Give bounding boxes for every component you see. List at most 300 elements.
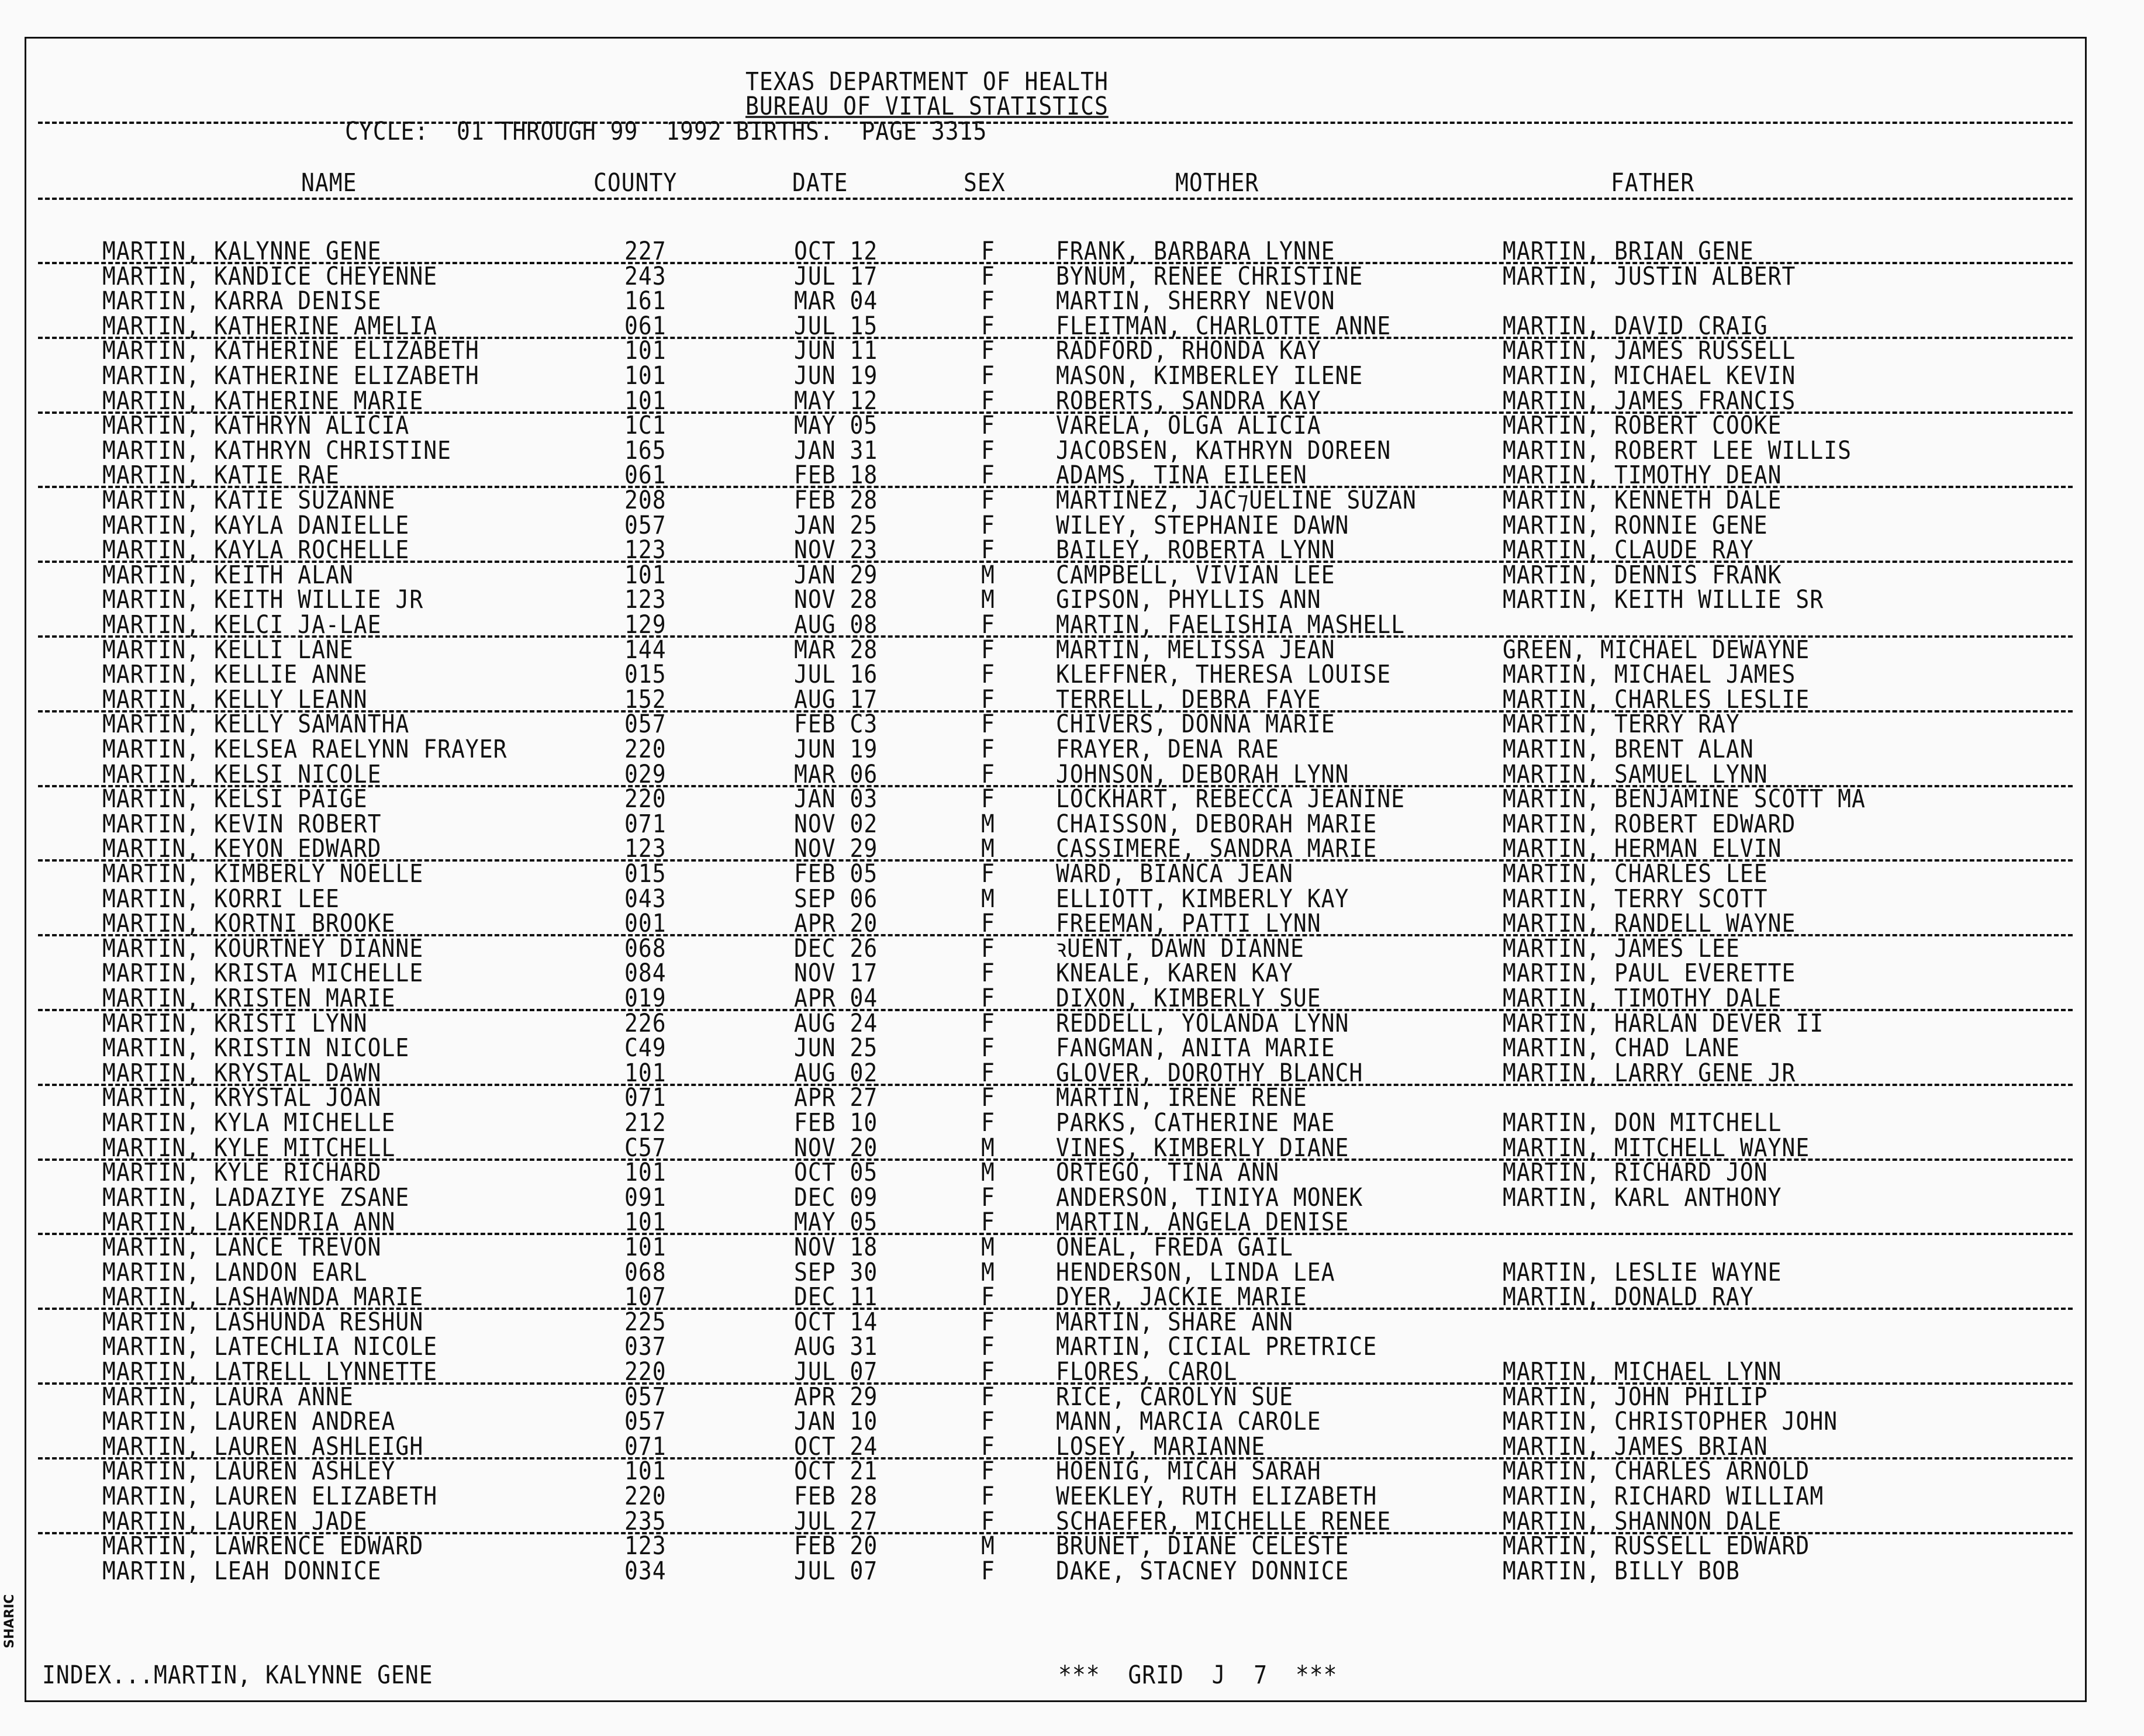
cell-date: FEB 28 — [794, 1481, 878, 1511]
cell-sex: F — [981, 1008, 995, 1038]
cell-name: MARTIN, LANCE TREVON — [102, 1232, 382, 1262]
cell-date: NOV 29 — [794, 834, 878, 863]
cell-mother: REDDELL, YOLANDA LYNN — [1056, 1008, 1349, 1038]
cell-name: MARTIN, KRISTIN NICOLE — [102, 1033, 410, 1063]
cell-mother: FRAYER, DENA RAE — [1056, 734, 1280, 764]
cell-mother: MARTIN, SHERRY NEVON — [1056, 286, 1335, 316]
cell-date: JAN 03 — [794, 784, 878, 814]
cell-father: MARTIN, CLAUDE RAY — [1503, 535, 1754, 565]
cell-father: MARTIN, BRIAN GENE — [1503, 236, 1754, 266]
cell-sex: F — [981, 311, 995, 341]
cell-sex: M — [981, 884, 995, 913]
cell-father: MARTIN, DENNIS FRANK — [1503, 560, 1782, 590]
cell-name: MARTIN, KANDICE CHEYENNE — [102, 261, 438, 291]
cell-sex: F — [981, 1108, 995, 1137]
cell-county: 208 — [624, 485, 667, 515]
cell-date: MAR 04 — [794, 286, 878, 316]
cell-name: MARTIN, KATHRYN ALICIA — [102, 411, 410, 440]
cell-name: MARTIN, LAUREN ASHLEIGH — [102, 1431, 424, 1461]
cell-sex: M — [981, 1133, 995, 1162]
cell-name: MARTIN, KELLI LANE — [102, 635, 354, 664]
cell-name: MARTIN, KRISTI LYNN — [102, 1008, 368, 1038]
cell-father: MARTIN, MICHAEL KEVIN — [1503, 361, 1796, 390]
cell-name: MARTIN, KEVIN ROBERT — [102, 809, 382, 839]
cell-mother: MARTIN, IRENE RENE — [1056, 1083, 1307, 1112]
cell-sex: F — [981, 909, 995, 938]
cell-sex: M — [981, 1257, 995, 1287]
cell-date: JUN 19 — [794, 361, 878, 390]
cell-sex: F — [981, 535, 995, 565]
cell-name: MARTIN, LATECHLIA NICOLE — [102, 1332, 438, 1361]
cell-date: FEB 05 — [794, 859, 878, 888]
cell-date: JUN 11 — [794, 336, 878, 365]
cell-father: MARTIN, LARRY GENE JR — [1503, 1058, 1796, 1088]
cell-father: MARTIN, BENJAMINE SCOTT MA — [1503, 784, 1866, 814]
cell-name: MARTIN, KATHERINE ELIZABETH — [102, 336, 479, 365]
cell-date: FEB 20 — [794, 1531, 878, 1561]
cell-name: MARTIN, KORTNI BROOKE — [102, 909, 396, 938]
cell-father: MARTIN, TIMOTHY DALE — [1503, 983, 1782, 1013]
cell-name: MARTIN, KELSEA RAELYNN FRAYER — [102, 734, 507, 764]
cell-sex: F — [981, 1083, 995, 1112]
cell-date: JAN 10 — [794, 1407, 878, 1436]
cell-county: 043 — [624, 884, 667, 913]
cell-sex: F — [981, 386, 995, 415]
cell-mother: ELLIOTT, KIMBERLY KAY — [1056, 884, 1349, 913]
cell-name: MARTIN, KELSI PAIGE — [102, 784, 368, 814]
cell-date: OCT 14 — [794, 1307, 878, 1337]
cell-county: C57 — [624, 1133, 667, 1162]
cell-date: JUL 27 — [794, 1506, 878, 1536]
cell-county: 057 — [624, 710, 667, 739]
cell-sex: F — [981, 510, 995, 540]
cell-mother: GIPSON, PHYLLIS ANN — [1056, 585, 1321, 614]
cell-date: AUG 02 — [794, 1058, 878, 1088]
cell-name: MARTIN, KORRI LEE — [102, 884, 340, 913]
cell-date: DEC 11 — [794, 1282, 878, 1312]
cell-mother: TERRELL, DEBRA FAYE — [1056, 684, 1321, 714]
cell-mother: CHIVERS, DONNA MARIE — [1056, 710, 1335, 739]
cell-county: 061 — [624, 311, 667, 341]
cell-father: MARTIN, SHANNON DALE — [1503, 1506, 1782, 1536]
cell-name: MARTIN, KAYLA ROCHELLE — [102, 535, 410, 565]
cell-county: C49 — [624, 1033, 667, 1063]
cell-name: MARTIN, LAUREN ASHLEY — [102, 1457, 396, 1486]
cell-mother: LOSEY, MARIANNE — [1056, 1431, 1266, 1461]
cell-sex: F — [981, 261, 995, 291]
cell-sex: M — [981, 560, 995, 590]
cell-sex: M — [981, 834, 995, 863]
cell-father: MARTIN, CHARLES LEE — [1503, 859, 1768, 888]
cell-date: FEB 28 — [794, 485, 878, 515]
cell-name: MARTIN, KALYNNE GENE — [102, 236, 382, 266]
cell-county: 019 — [624, 983, 667, 1013]
cell-mother: FLORES, CAROL — [1056, 1357, 1238, 1386]
cell-date: AUG 17 — [794, 684, 878, 714]
cell-sex: F — [981, 1457, 995, 1486]
cell-father: MARTIN, KEITH WILLIE SR — [1503, 585, 1824, 614]
cell-mother: CAMPBELL, VIVIAN LEE — [1056, 560, 1335, 590]
cell-sex: F — [981, 1033, 995, 1063]
cell-date: NOV 18 — [794, 1232, 878, 1262]
cell-county: 212 — [624, 1108, 667, 1137]
cell-mother: VINES, KIMBERLY DIANE — [1056, 1133, 1349, 1162]
cell-county: 061 — [624, 461, 667, 490]
cell-county: 101 — [624, 336, 667, 365]
cell-mother: MARTIN, CICIAL PRETRICE — [1056, 1332, 1377, 1361]
cell-father: MARTIN, ROBERT EDWARD — [1503, 809, 1796, 839]
cell-name: MARTIN, LASHAWNDA MARIE — [102, 1282, 424, 1312]
cell-sex: M — [981, 585, 995, 614]
cell-date: MAY 05 — [794, 411, 878, 440]
cell-mother: MASON, KIMBERLEY ILENE — [1056, 361, 1363, 390]
cell-name: MARTIN, KATHRYN CHRISTINE — [102, 435, 451, 465]
cell-mother: DAKE, STACNEY DONNICE — [1056, 1556, 1349, 1586]
cell-date: MAR 28 — [794, 635, 878, 664]
cell-date: SEP 30 — [794, 1257, 878, 1287]
cell-date: APR 20 — [794, 909, 878, 938]
cell-name: MARTIN, KRISTEN MARIE — [102, 983, 396, 1013]
cell-name: MARTIN, KELLIE ANNE — [102, 660, 368, 689]
cell-name: MARTIN, KATHERINE ELIZABETH — [102, 361, 479, 390]
cell-county: 123 — [624, 1531, 667, 1561]
cell-mother: DIXON, KIMBERLY SUE — [1056, 983, 1321, 1013]
cell-name: MARTIN, KOURTNEY DIANNE — [102, 933, 424, 963]
cell-mother: FLEITMAN, CHARLOTTE ANNE — [1056, 311, 1392, 341]
cell-father: MARTIN, BILLY BOB — [1503, 1556, 1740, 1586]
cell-name: MARTIN, KARRA DENISE — [102, 286, 382, 316]
cell-mother: CASSIMERE, SANDRA MARIE — [1056, 834, 1377, 863]
cell-date: NOV 17 — [794, 959, 878, 988]
cell-father: MARTIN, DONALD RAY — [1503, 1282, 1754, 1312]
header-title: TEXAS DEPARTMENT OF HEALTH — [745, 67, 1109, 96]
cell-county: 220 — [624, 1357, 667, 1386]
cell-mother: JACOBSEN, KATHRYN DOREEN — [1056, 435, 1392, 465]
cell-father: MARTIN, MITCHELL WAYNE — [1503, 1133, 1810, 1162]
header-divider — [38, 122, 2073, 124]
cell-county: 226 — [624, 1008, 667, 1038]
cell-sex: F — [981, 1357, 995, 1386]
cell-county: 101 — [624, 560, 667, 590]
cell-father: MARTIN, CHARLES LESLIE — [1503, 684, 1810, 714]
side-label: SHARIC — [2, 1594, 17, 1648]
cell-sex: M — [981, 809, 995, 839]
cell-date: OCT 21 — [794, 1457, 878, 1486]
cell-date: OCT 24 — [794, 1431, 878, 1461]
cell-name: MARTIN, KATIE SUZANNE — [102, 485, 396, 515]
cell-mother: MANN, MARCIA CAROLE — [1056, 1407, 1321, 1436]
cell-county: 123 — [624, 585, 667, 614]
cell-name: MARTIN, KIMBERLY NOELLE — [102, 859, 424, 888]
cell-father: MARTIN, RUSSELL EDWARD — [1503, 1531, 1810, 1561]
cell-date: APR 27 — [794, 1083, 878, 1112]
cell-county: 037 — [624, 1332, 667, 1361]
cell-name: MARTIN, KATIE RAE — [102, 461, 340, 490]
cell-mother: KLEFFNER, THERESA LOUISE — [1056, 660, 1392, 689]
cell-father: MARTIN, KENNETH DALE — [1503, 485, 1782, 515]
cell-name: MARTIN, KEYON EDWARD — [102, 834, 382, 863]
cell-county: 071 — [624, 809, 667, 839]
cycle-line: CYCLE: 01 THROUGH 99 1992 BIRTHS. PAGE 3315 — [345, 116, 988, 146]
cell-mother: MARTIN, ANGELA DENISE — [1056, 1208, 1349, 1237]
cell-sex: F — [981, 485, 995, 515]
cell-date: JUL 07 — [794, 1357, 878, 1386]
cell-county: 101 — [624, 361, 667, 390]
cell-sex: F — [981, 1282, 995, 1312]
cell-father: MARTIN, RANDELL WAYNE — [1503, 909, 1796, 938]
cell-name: MARTIN, LASHUNDA RESHUN — [102, 1307, 424, 1337]
column-header-divider — [38, 198, 2073, 200]
cell-name: MARTIN, KATHERINE MARIE — [102, 386, 424, 415]
cell-county: 101 — [624, 386, 667, 415]
cell-father: MARTIN, DON MITCHELL — [1503, 1108, 1782, 1137]
cell-county: 220 — [624, 784, 667, 814]
cell-date: MAR 06 — [794, 759, 878, 789]
cell-county: 101 — [624, 1457, 667, 1486]
cell-county: 091 — [624, 1182, 667, 1212]
cell-sex: F — [981, 983, 995, 1013]
cell-county: 034 — [624, 1556, 667, 1586]
cell-sex: F — [981, 461, 995, 490]
cell-date: APR 29 — [794, 1382, 878, 1411]
cell-county: 243 — [624, 261, 667, 291]
cell-name: MARTIN, LAWRENCE EDWARD — [102, 1531, 424, 1561]
cell-sex: F — [981, 236, 995, 266]
cell-county: 129 — [624, 610, 667, 639]
cell-father: MARTIN, PAUL EVERETTE — [1503, 959, 1796, 988]
cell-date: DEC 26 — [794, 933, 878, 963]
cell-sex: F — [981, 959, 995, 988]
cell-sex: F — [981, 1556, 995, 1586]
cell-sex: F — [981, 635, 995, 664]
cell-name: MARTIN, KYLE RICHARD — [102, 1158, 382, 1187]
cell-father: MARTIN, SAMUEL LYNN — [1503, 759, 1768, 789]
cell-county: 071 — [624, 1431, 667, 1461]
cell-name: MARTIN, KRYSTAL DAWN — [102, 1058, 382, 1088]
cell-name: MARTIN, LAUREN JADE — [102, 1506, 368, 1536]
cell-county: 123 — [624, 535, 667, 565]
cell-county: 101 — [624, 1208, 667, 1237]
cell-sex: F — [981, 1506, 995, 1536]
cell-mother: MARTIN, FAELISHIA MASHELL — [1056, 610, 1405, 639]
cell-county: 057 — [624, 1407, 667, 1436]
cell-father: MARTIN, JOHN PHILIP — [1503, 1382, 1768, 1411]
cell-father: MARTIN, JUSTIN ALBERT — [1503, 261, 1796, 291]
cell-sex: M — [981, 1531, 995, 1561]
cell-date: NOV 02 — [794, 809, 878, 839]
cell-sex: F — [981, 859, 995, 888]
cell-date: FEB C3 — [794, 710, 878, 739]
cell-county: 101 — [624, 1058, 667, 1088]
cell-date: NOV 28 — [794, 585, 878, 614]
column-header-name: NAME — [301, 168, 357, 198]
cell-name: MARTIN, KYLE MITCHELL — [102, 1133, 396, 1162]
cell-county: 057 — [624, 1382, 667, 1411]
cell-county: 029 — [624, 759, 667, 789]
cell-date: JAN 31 — [794, 435, 878, 465]
cell-mother: VARELA, OLGA ALICIA — [1056, 411, 1321, 440]
column-header-sex: SEX — [964, 168, 1006, 198]
cell-name: MARTIN, KRYSTAL JOAN — [102, 1083, 382, 1112]
cell-county: 068 — [624, 1257, 667, 1287]
cell-sex: F — [981, 1382, 995, 1411]
cell-date: JUN 19 — [794, 734, 878, 764]
cell-mother: ROBERTS, SANDRA KAY — [1056, 386, 1321, 415]
cell-sex: F — [981, 1481, 995, 1511]
cell-father: MARTIN, JAMES RUSSELL — [1503, 336, 1796, 365]
cell-county: 084 — [624, 959, 667, 988]
cell-mother: HOENIG, MICAH SARAH — [1056, 1457, 1321, 1486]
cell-name: MARTIN, LEAH DONNICE — [102, 1556, 382, 1586]
cell-county: 220 — [624, 734, 667, 764]
cell-county: 015 — [624, 660, 667, 689]
cell-mother: RICE, CAROLYN SUE — [1056, 1382, 1293, 1411]
footer-index: INDEX...MARTIN, KALYNNE GENE — [42, 1660, 433, 1690]
cell-date: FEB 10 — [794, 1108, 878, 1137]
cell-father: MARTIN, RICHARD JON — [1503, 1158, 1768, 1187]
cell-county: 227 — [624, 236, 667, 266]
cell-mother: JOHNSON, DEBORAH LYNN — [1056, 759, 1349, 789]
cell-name: MARTIN, LAURA ANNE — [102, 1382, 354, 1411]
cell-sex: M — [981, 1158, 995, 1187]
cell-date: JUL 07 — [794, 1556, 878, 1586]
cell-name: MARTIN, KELLY LEANN — [102, 684, 368, 714]
cell-name: MARTIN, KEITH ALAN — [102, 560, 354, 590]
cell-father: MARTIN, RONNIE GENE — [1503, 510, 1768, 540]
cell-sex: F — [981, 286, 995, 316]
cell-date: MAY 12 — [794, 386, 878, 415]
cell-date: APR 04 — [794, 983, 878, 1013]
cell-father: MARTIN, DAVID CRAIG — [1503, 311, 1768, 341]
cell-father: MARTIN, MICHAEL JAMES — [1503, 660, 1796, 689]
cell-name: MARTIN, KELLY SAMANTHA — [102, 710, 410, 739]
cell-county: 152 — [624, 684, 667, 714]
cell-date: OCT 12 — [794, 236, 878, 266]
cell-mother: DYER, JACKIE MARIE — [1056, 1282, 1307, 1312]
cell-sex: F — [981, 336, 995, 365]
cell-name: MARTIN, LAUREN ANDREA — [102, 1407, 396, 1436]
cell-county: 101 — [624, 1232, 667, 1262]
cell-mother: LOCKHART, REBECCA JEANINE — [1056, 784, 1405, 814]
cell-father: MARTIN, KARL ANTHONY — [1503, 1182, 1782, 1212]
cell-county: 001 — [624, 909, 667, 938]
cell-mother: HENDERSON, LINDA LEA — [1056, 1257, 1335, 1287]
cell-mother: BRUNET, DIANE CELESTE — [1056, 1531, 1349, 1561]
cell-father: MARTIN, RICHARD WILLIAM — [1503, 1481, 1824, 1511]
cell-mother: WILEY, STEPHANIE DAWN — [1056, 510, 1349, 540]
cell-date: NOV 23 — [794, 535, 878, 565]
cell-father: MARTIN, ROBERT LEE WILLIS — [1503, 435, 1852, 465]
cell-name: MARTIN, LANDON EARL — [102, 1257, 368, 1287]
cell-father: MARTIN, CHAD LANE — [1503, 1033, 1740, 1063]
cell-sex: F — [981, 1182, 995, 1212]
cell-father: GREEN, MICHAEL DEWAYNE — [1503, 635, 1810, 664]
cell-mother: BAILEY, ROBERTA LYNN — [1056, 535, 1335, 565]
cell-father: MARTIN, TERRY RAY — [1503, 710, 1740, 739]
cell-county: 101 — [624, 1158, 667, 1187]
cell-mother: ꝛUENT, DAWN DIANNE — [1056, 933, 1304, 963]
cell-date: DEC 09 — [794, 1182, 878, 1212]
cell-county: 107 — [624, 1282, 667, 1312]
cell-date: JUN 25 — [794, 1033, 878, 1063]
cell-mother: FANGMAN, ANITA MARIE — [1056, 1033, 1335, 1063]
cell-name: MARTIN, KELCI JA-LAE — [102, 610, 382, 639]
cell-county: 071 — [624, 1083, 667, 1112]
cell-sex: F — [981, 734, 995, 764]
cell-sex: F — [981, 1407, 995, 1436]
cell-mother: ONEAL, FREDA GAIL — [1056, 1232, 1293, 1262]
cell-date: MAY 05 — [794, 1208, 878, 1237]
column-header-date: DATE — [792, 168, 848, 198]
cell-sex: F — [981, 610, 995, 639]
cell-mother: WEEKLEY, RUTH ELIZABETH — [1056, 1481, 1377, 1511]
cell-mother: ADAMS, TINA EILEEN — [1056, 461, 1307, 490]
cell-father: MARTIN, TERRY SCOTT — [1503, 884, 1768, 913]
cell-date: JUL 16 — [794, 660, 878, 689]
cell-name: MARTIN, KELSI NICOLE — [102, 759, 382, 789]
cell-name: MARTIN, LAKENDRIA ANN — [102, 1208, 396, 1237]
header-subtitle: BUREAU OF VITAL STATISTICS — [745, 91, 1109, 121]
cell-county: 123 — [624, 834, 667, 863]
cell-date: SEP 06 — [794, 884, 878, 913]
cell-father: MARTIN, LESLIE WAYNE — [1503, 1257, 1782, 1287]
cell-sex: F — [981, 1332, 995, 1361]
cell-father: MARTIN, BRENT ALAN — [1503, 734, 1754, 764]
cell-county: 144 — [624, 635, 667, 664]
cell-mother: MARTIN, SHARE ANN — [1056, 1307, 1293, 1337]
cell-mother: BYNUM, RENEE CHRISTINE — [1056, 261, 1363, 291]
cell-name: MARTIN, KYLA MICHELLE — [102, 1108, 396, 1137]
cell-sex: F — [981, 684, 995, 714]
cell-mother: PARKS, CATHERINE MAE — [1056, 1108, 1335, 1137]
footer-grid: *** GRID J 7 *** — [1058, 1660, 1338, 1690]
cell-name: MARTIN, KAYLA DANIELLE — [102, 510, 410, 540]
cell-sex: F — [981, 660, 995, 689]
cell-county: 057 — [624, 510, 667, 540]
cell-father: MARTIN, JAMES FRANCIS — [1503, 386, 1796, 415]
cell-father: MARTIN, CHRISTOPHER JOHN — [1503, 1407, 1838, 1436]
cell-county: 235 — [624, 1506, 667, 1536]
cell-mother: ORTEGO, TINA ANN — [1056, 1158, 1280, 1187]
cell-sex: F — [981, 933, 995, 963]
cell-sex: F — [981, 1208, 995, 1237]
cell-sex: M — [981, 1232, 995, 1262]
cell-father: MARTIN, HERMAN ELVIN — [1503, 834, 1782, 863]
cell-date: JUL 17 — [794, 261, 878, 291]
cell-county: 068 — [624, 933, 667, 963]
cell-date: AUG 08 — [794, 610, 878, 639]
cell-date: OCT 05 — [794, 1158, 878, 1187]
cell-mother: CHAISSON, DEBORAH MARIE — [1056, 809, 1377, 839]
cell-date: FEB 18 — [794, 461, 878, 490]
cell-date: JAN 29 — [794, 560, 878, 590]
cell-father: MARTIN, TIMOTHY DEAN — [1503, 461, 1782, 490]
cell-sex: F — [981, 1307, 995, 1337]
column-header-father: FATHER — [1611, 168, 1695, 198]
cell-name: MARTIN, KATHERINE AMELIA — [102, 311, 438, 341]
cell-county: 220 — [624, 1481, 667, 1511]
cell-father: MARTIN, JAMES BRIAN — [1503, 1431, 1768, 1461]
cell-mother: FREEMAN, PATTI LYNN — [1056, 909, 1321, 938]
cell-name: MARTIN, KRISTA MICHELLE — [102, 959, 424, 988]
cell-sex: F — [981, 1058, 995, 1088]
cell-sex: F — [981, 411, 995, 440]
cell-mother: FRANK, BARBARA LYNNE — [1056, 236, 1335, 266]
cell-mother: ANDERSON, TINIYA MONEK — [1056, 1182, 1363, 1212]
cell-name: MARTIN, LAUREN ELIZABETH — [102, 1481, 438, 1511]
cell-date: JUL 15 — [794, 311, 878, 341]
cell-mother: KNEALE, KAREN KAY — [1056, 959, 1293, 988]
